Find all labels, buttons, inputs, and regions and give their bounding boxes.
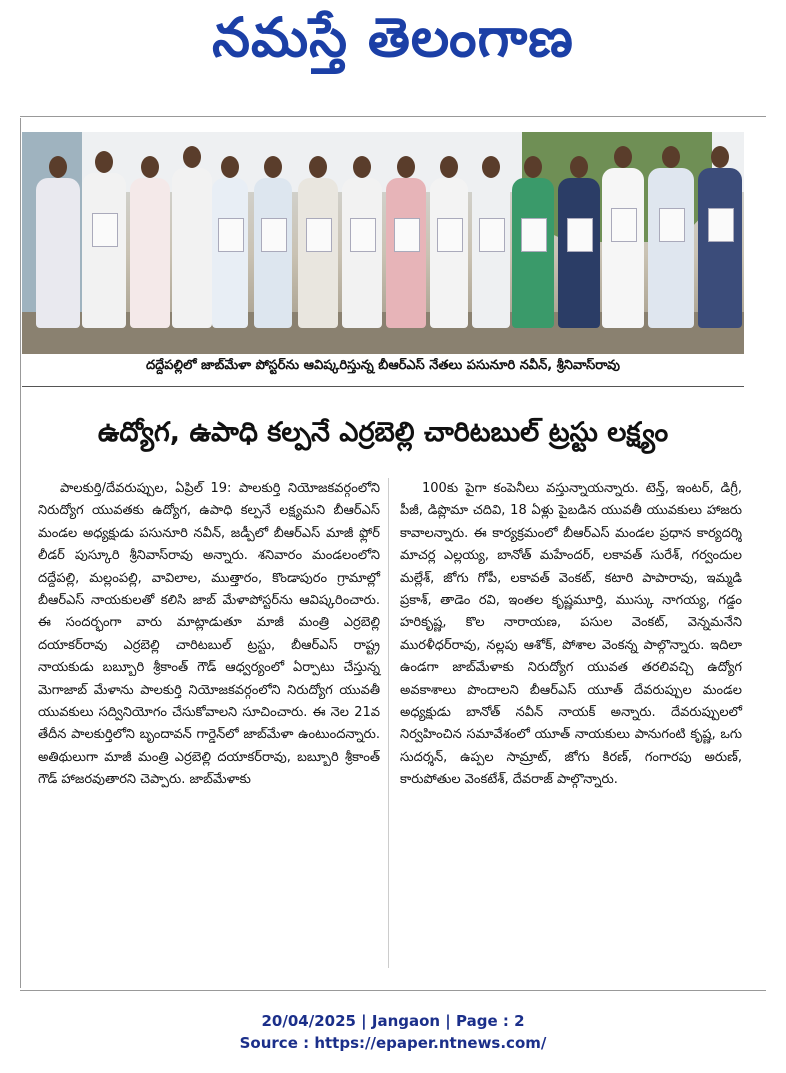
source-link[interactable]: https://epaper.ntnews.com/ bbox=[314, 1034, 547, 1052]
article-column-right bbox=[400, 478, 742, 978]
photo-person bbox=[648, 168, 694, 328]
photo-person bbox=[472, 178, 510, 328]
caption-divider bbox=[22, 386, 744, 387]
edition-info: 20/04/2025 | Jangaon | Page : 2 bbox=[261, 1012, 525, 1030]
photo-person bbox=[298, 178, 338, 328]
photo-person bbox=[342, 178, 382, 328]
photo-person bbox=[82, 173, 126, 328]
photo-person bbox=[512, 178, 554, 328]
newspaper-logo: నమస్తే తెలంగాణ bbox=[212, 6, 574, 69]
article-headline: ఉద్యోగ, ఉపాధి కల్పనే ఎర్రబెల్లి చారిటబుల్ ట్రస్టు లక్ష్యం bbox=[97, 417, 669, 448]
photo-person bbox=[386, 178, 426, 328]
clip-frame-bottom bbox=[20, 990, 766, 991]
page-footer bbox=[0, 1010, 786, 1054]
news-photo bbox=[22, 132, 744, 354]
photo-person bbox=[172, 168, 212, 328]
photo-person bbox=[558, 178, 600, 328]
source-label: Source : bbox=[239, 1034, 315, 1052]
column-rule bbox=[388, 478, 389, 968]
photo-person bbox=[130, 178, 170, 328]
article-column-left bbox=[38, 478, 380, 978]
photo-person bbox=[36, 178, 80, 328]
top-divider bbox=[20, 116, 766, 117]
photo-person bbox=[602, 168, 644, 328]
photo-person bbox=[698, 168, 742, 328]
clip-frame-left bbox=[20, 118, 21, 988]
photo-person bbox=[254, 178, 292, 328]
source-line bbox=[0, 1032, 786, 1054]
photo-person bbox=[430, 178, 468, 328]
masthead bbox=[0, 0, 786, 80]
photo-person bbox=[212, 178, 248, 328]
photo-caption: దద్దేపల్లిలో జాబ్‌మేళా పోస్టర్‌ను ఆవిష్కరిస్తున్న బీఆర్‌ఎస్ నేతలు పసునూరి నవీన్, శ్రీనివాస్‌రావు bbox=[145, 358, 621, 373]
article-paragraph: పాలకుర్తి/దేవరుప్పుల, ఏప్రిల్ 19: పాలకుర్తి నియోజకవర్గంలోని నిరుద్యోగ యువతకు ఉద్యోగ, ఉపాధి కల్పనే లక్ష్యమని బీఆర్‌ఎస్ మండల అధ్యక్షుడు పసునూరి నవీన్, జడ్పీలో బీఆర్‌ఎస్ మాజీ ఫ్లోర్ లీడర్ పుస్కూరి శ్రీనివాస్‌రావు అన్నారు. శనివారం మండలంలోని దద్దేపల్లి, మల్లంపల్లి, వావిలాల, ముత్తారం, కొండాపురం గ్రామాల్లో బీఆర్‌ఎస్ నాయకులతో కలిసి జాబ్ మేళాపోస్టర్‌ను ఆవిష్కరించారు. ఈ సందర్భంగా వారు మాట్లాడుతూ మాజీ మంత్రి ఎర్రబెల్లి దయాకర్‌రావు ఎర్రబెల్లి చారిటబుల్ ట్రస్టు, బీఆర్‌ఎస్ రాష్ట్ర నాయకుడు బబ్బూరి శ్రీకాంత్ గౌడ్ ఆధ్వర్యంలో ఏర్పాటు చేస్తున్న మెగాజాబ్ మేళాను పాలకుర్తి నియోజకవర్గంలోని నిరుద్యోగ యువతీ యువకులు సద్వినియోగం చేసుకోవాలని సూచించారు. ఈ నెల 21వ తేదీన పాలకుర్తిలోని బృందావన్ గార్డెన్‌లో జాబ్‌మేళా ఉంటుందన్నారు. అతిథులుగా మాజీ మంత్రి ఎర్రబెల్లి దయాకర్‌రావు, బబ్బూరి శ్రీకాంత్ గౌడ్ హాజరవుతారని చెప్పారు. జాబ్‌మేళాకు bbox=[38, 481, 380, 788]
article-paragraph: 100కు పైగా కంపెనీలు వస్తున్నాయన్నారు. టెన్త్, ఇంటర్, డిగ్రీ, పీజీ, డిప్లొమా చదివి, 18 ఏళ్లు పైబడిన యువతీ యువకులు హాజరు కావాలన్నారు. ఈ కార్యక్రమంలో బీఆర్‌ఎస్ మండల ప్రధాన కార్యదర్శి మాచర్ల ఎల్లయ్య, బానోత్ మహేందర్, లకావత్ సురేశ్, గర్వందుల మల్లేశ్, జోగు గోపీ, లకావత్ వెంకట్, కటారి పాపారావు, ఇమ్మడి ప్రకాశ్, తాడెం రవి, ఇంతల కృష్ణమూర్తి, ముస్కు నాగయ్య, గడ్డం హరికృష్ణ, కొల నారాయణ, పసుల వెంకట్, వెన్నమనేని మురళీధర్‌రావు, నల్లపు ఆశోక్, పోశాల వెంకన్న పాల్గొన్నారు. ఇదిలా ఉండగా జాబ్‌మేళాకు నిరుద్యోగ యువత తరలివచ్చి ఉద్యోగ అవకాశాలు పొందాలని బీఆర్‌ఎస్ యూత్ దేవరుప్పుల మండల అధ్యక్షుడు బానోత్ నవీన్ నాయక్ అన్నారు. దేవరుప్పులలో నిర్వహించిన సమావేశంలో యూత్ నాయకులు పానుగంటి కృష్ణ, ఒగు సుదర్శన్, ఉప్పల సామ్రాట్, జోగు కిరణ్, గంగారపు అరుణ్, కారుపోతుల వెంకటేశ్, దేవరాజ్ పాల్గొన్నారు. bbox=[400, 481, 742, 788]
